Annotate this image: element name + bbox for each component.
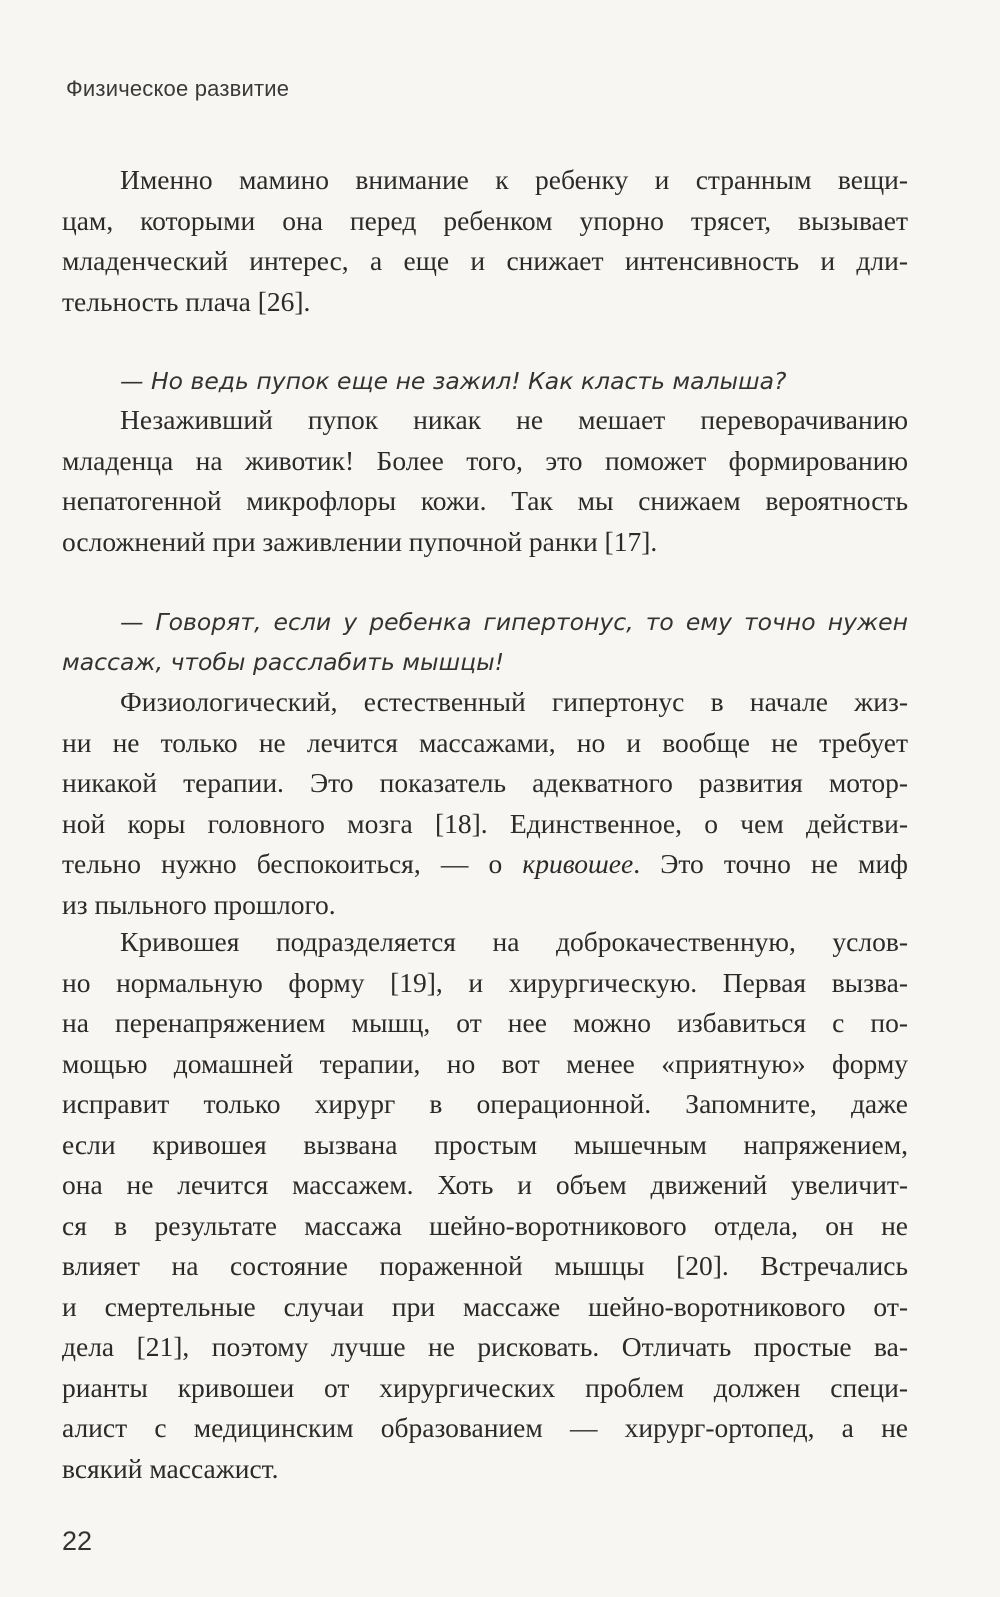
question-line: массаж, чтобы расслабить мышцы!	[62, 648, 505, 676]
text-line: дела [21], поэтому лучше не рисковать. Отличать простые ва-	[62, 1331, 908, 1362]
text-line: ни не только не лечится массажами, но и вообще не требует	[62, 726, 908, 758]
question	[62, 602, 908, 682]
text-line: цам, которыми она перед ребенком упорно трясет, вызывает	[62, 204, 908, 236]
paragraph	[62, 400, 908, 562]
text-line: младенческий интерес, а еще и снижает интенсивность и дли-	[62, 245, 908, 276]
text-line: непатогенной микрофлоры кожи. Так мы снижаем вероятность	[62, 485, 908, 516]
text-line: осложнений при заживлении пупочной ранки [17].	[62, 525, 658, 557]
text-line: тельность плача [26].	[62, 285, 311, 317]
emphasized-term: кривошее	[522, 848, 634, 879]
text-line: из пыльного прошлого.	[62, 888, 336, 920]
text-segment: . Это точно не миф	[633, 848, 908, 879]
running-header: Физическое развитие	[66, 76, 290, 101]
text-line: алист с медицинским образованием — хирург-ортопед, а не	[62, 1412, 908, 1443]
text-line: Именно мамино внимание к ребенку и странным вещи-	[120, 164, 908, 195]
question-line: — Но ведь пупок еще не зажил! Как класть малыша?	[120, 367, 787, 395]
text-line: влияет на состояние пораженной мышцы [20]. Встречались	[62, 1250, 908, 1281]
paragraph	[62, 922, 908, 1489]
text-line: младенца на животик! Более того, это поможет формированию	[62, 444, 908, 476]
text-line: если кривошея вызвана простым мышечным напряжением,	[62, 1128, 908, 1160]
page-number: 22	[62, 1526, 93, 1556]
text-line: но нормальную форму [19], и хирургическую. Первая вызва-	[62, 966, 908, 998]
paragraph	[62, 682, 908, 925]
text-line: Незаживший пупок никак не мешает переворачиванию	[120, 404, 908, 435]
text-line: она не лечится массажем. Хоть и объем движений увеличит-	[62, 1169, 908, 1200]
text-segment: тельно нужно беспокоиться, — о	[62, 848, 523, 879]
question-line: — Говорят, если у ребенка гипертонус, то ему точно нужен	[120, 608, 908, 636]
text-line: ной коры головного мозга [18]. Единственное, о чем действи-	[62, 807, 908, 839]
text-line: никакой терапии. Это показатель адекватного развития мотор-	[62, 767, 908, 798]
text-line: Кривошея подразделяется на доброкачественную, услов-	[120, 926, 908, 957]
text-line: рианты кривошеи от хирургических проблем должен специ-	[62, 1371, 908, 1403]
text-line: всякий массажист.	[62, 1452, 279, 1484]
question	[62, 361, 908, 401]
text-line: на перенапряжением мышц, от нее можно избавиться с по-	[62, 1007, 908, 1038]
text-line: Физиологический, естественный гипертонус в начале жиз-	[120, 686, 908, 717]
text-line: мощью домашней терапии, но вот менее «приятную» форму	[62, 1047, 908, 1079]
paragraph	[62, 160, 908, 322]
text-line: исправит только хирург в операционной. Запомните, даже	[62, 1088, 908, 1119]
text-line: и смертельные случаи при массаже шейно-воротникового от-	[62, 1290, 908, 1322]
text-line	[62, 844, 908, 885]
text-line: ся в результате массажа шейно-воротникового отдела, он не	[62, 1209, 908, 1241]
